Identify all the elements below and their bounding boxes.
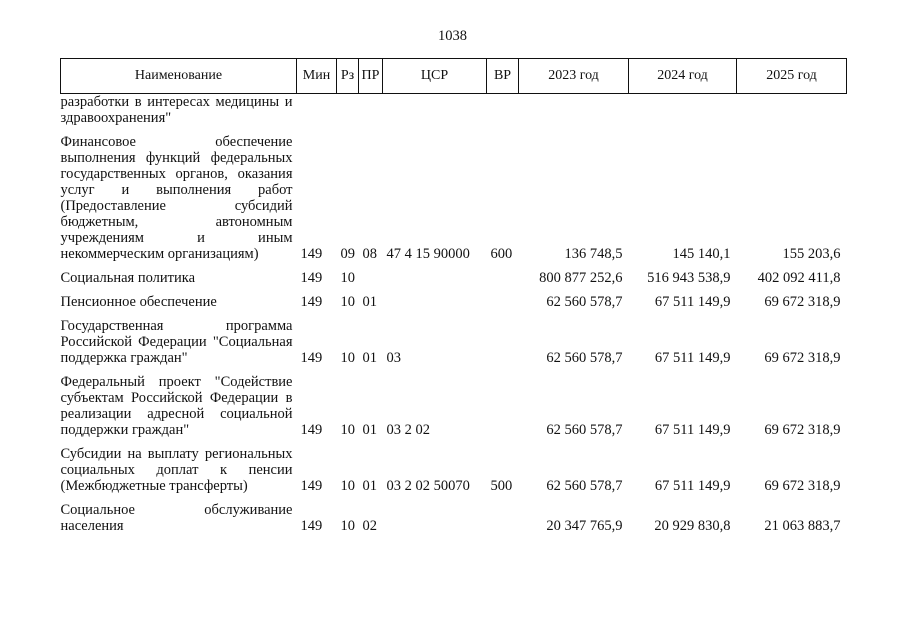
row-csr — [383, 262, 487, 286]
row-csr: 03 2 02 50070 — [386, 478, 470, 494]
row-2025: 69 672 318,9 — [764, 478, 841, 494]
row-2025: 69 672 318,9 — [764, 422, 841, 438]
row-2024: 20 929 830,8 — [654, 518, 731, 534]
row-pr — [359, 94, 383, 127]
table-row — [61, 366, 847, 438]
header-rz: Рз — [337, 59, 359, 94]
row-min: 149 — [300, 518, 323, 534]
budget-table — [60, 58, 847, 534]
row-csr: 47 4 15 90000 — [386, 246, 470, 262]
row-rz: 10 — [340, 294, 355, 310]
row-2023: 136 748,5 — [564, 246, 623, 262]
row-2023: 62 560 578,7 — [546, 294, 623, 310]
table-row — [61, 494, 847, 534]
row-2024: 67 511 149,9 — [654, 350, 731, 366]
row-2024: 67 511 149,9 — [654, 294, 731, 310]
row-rz: 10 — [340, 270, 355, 286]
row-2024: 516 943 538,9 — [647, 270, 731, 286]
row-rz — [337, 94, 359, 127]
row-2023: 800 877 252,6 — [539, 270, 623, 286]
page-number: 1038 — [438, 28, 467, 44]
row-vr — [487, 262, 519, 286]
row-vr — [487, 286, 519, 310]
table-row — [61, 94, 847, 127]
row-2025 — [737, 94, 847, 127]
row-name: разработки в интересах медицины и здравоохранения" — [60, 94, 293, 126]
row-name: Социальная политика — [60, 270, 196, 286]
row-vr: 600 — [490, 246, 513, 262]
row-pr: 08 — [362, 246, 377, 262]
row-csr — [383, 286, 487, 310]
table-row — [61, 126, 847, 262]
row-min: 149 — [300, 270, 323, 286]
row-2024: 145 140,1 — [672, 246, 731, 262]
row-rz: 09 — [340, 246, 355, 262]
row-name: Финансовое обеспечение выполнения функций федеральных государственных органов, оказания услуг и выполнения работ (Предоставление субсидий бюджетным, автономным учреждениям и иным некоммерческим организациям) — [60, 134, 293, 262]
header-2023: 2023 год — [519, 59, 629, 94]
row-csr — [383, 494, 487, 534]
row-2024 — [629, 94, 737, 127]
table-header-row — [61, 59, 847, 94]
row-2023 — [519, 94, 629, 127]
row-pr: 01 — [362, 422, 377, 438]
header-name: Наименование — [61, 59, 297, 94]
row-2025: 69 672 318,9 — [764, 350, 841, 366]
row-vr — [487, 310, 519, 366]
row-min: 149 — [300, 350, 323, 366]
row-pr: 01 — [362, 294, 377, 310]
header-2024: 2024 год — [629, 59, 737, 94]
row-2023: 62 560 578,7 — [546, 350, 623, 366]
row-2024: 67 511 149,9 — [654, 478, 731, 494]
row-2023: 62 560 578,7 — [546, 478, 623, 494]
row-pr — [359, 262, 383, 286]
table-row — [61, 438, 847, 494]
row-2023: 20 347 765,9 — [546, 518, 623, 534]
row-vr — [487, 494, 519, 534]
header-min: Мин — [297, 59, 337, 94]
row-2025: 69 672 318,9 — [764, 294, 841, 310]
header-pr: ПР — [359, 59, 383, 94]
row-2025: 402 092 411,8 — [757, 270, 841, 286]
row-min: 149 — [300, 422, 323, 438]
row-2024: 67 511 149,9 — [654, 422, 731, 438]
row-rz: 10 — [340, 350, 355, 366]
row-name: Субсидии на выплату региональных социальных доплат к пенсии (Межбюджетные трансферты) — [60, 446, 293, 494]
row-csr — [383, 94, 487, 127]
row-csr: 03 — [386, 350, 401, 366]
row-name: Федеральный проект "Содействие субъектам Российской Федерации в реализации адресной социальной поддержки граждан" — [60, 374, 293, 438]
row-min: 149 — [300, 478, 323, 494]
row-2023: 62 560 578,7 — [546, 422, 623, 438]
row-vr: 500 — [490, 478, 513, 494]
row-pr: 01 — [362, 350, 377, 366]
row-2025: 21 063 883,7 — [764, 518, 841, 534]
row-csr: 03 2 02 — [386, 422, 430, 438]
row-vr — [487, 94, 519, 127]
table-row — [61, 310, 847, 366]
row-pr: 01 — [362, 478, 377, 494]
row-name: Пенсионное обеспечение — [60, 294, 217, 310]
header-vr: ВР — [487, 59, 519, 94]
header-2025: 2025 год — [737, 59, 847, 94]
row-name: Социальное обслуживание населения — [60, 502, 293, 534]
row-rz: 10 — [340, 422, 355, 438]
row-vr — [487, 366, 519, 438]
row-min: 149 — [300, 294, 323, 310]
table-row — [61, 262, 847, 286]
row-min — [297, 94, 337, 127]
row-name: Государственная программа Российской Федерации "Социальная поддержка граждан" — [60, 318, 293, 366]
row-2025: 155 203,6 — [782, 246, 841, 262]
table-row — [61, 286, 847, 310]
row-pr: 02 — [362, 518, 377, 534]
row-min: 149 — [300, 246, 323, 262]
row-rz: 10 — [340, 518, 355, 534]
row-rz: 10 — [340, 478, 355, 494]
header-csr: ЦСР — [383, 59, 487, 94]
